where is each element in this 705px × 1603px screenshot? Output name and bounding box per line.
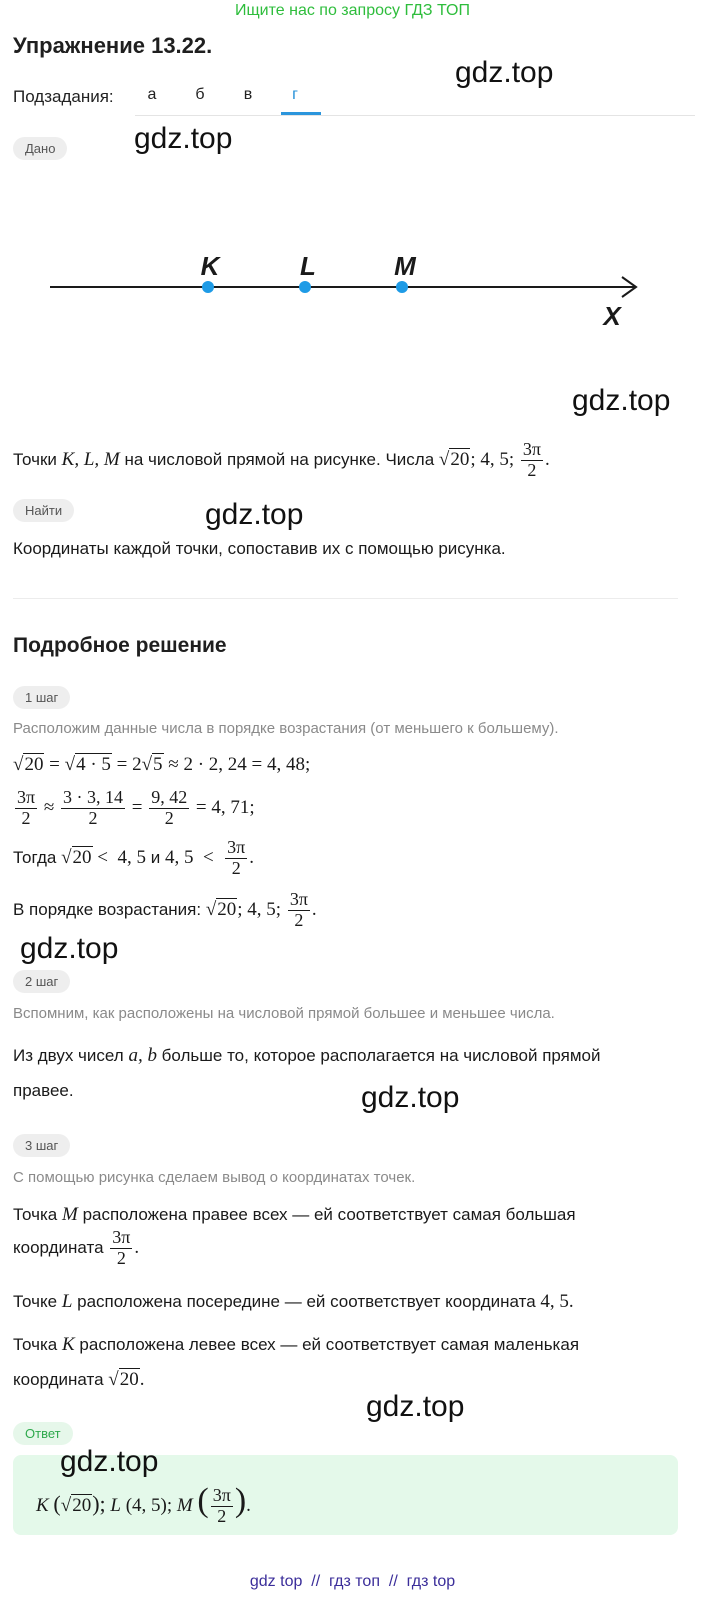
step-2-text: Из двух чисел a, b больше то, которое располагается на числовой прямой правее. — [13, 1045, 601, 1100]
subtask-tabs — [135, 78, 695, 116]
given-text-middle: на числовой прямой на рисунке. Числа — [124, 449, 435, 469]
given-text: Точки K, L, M на числовой прямой на рисунке. Числа √20; 4, 5; $\frac{3\pi}{2}$ . — [13, 439, 550, 480]
watermark: gdz.top — [205, 498, 304, 531]
step-3-point-k: Точка K расположена левее всех — ей соответствует самая маленькая — [13, 1334, 580, 1355]
step-1-line-3: Тогда √20 < 4, 5 и 4, 5 < $\frac{3\pi}{2}$ . — [13, 837, 254, 878]
watermark: gdz.top — [572, 384, 671, 417]
step-1-badge: 1 шаг — [13, 686, 70, 709]
number-line-figure — [40, 240, 650, 335]
fraction-3pi-2: $\frac{3\pi}{2}$ — [522, 439, 541, 480]
tab-v[interactable]: в — [243, 86, 253, 103]
step-3-hint: С помощью рисунка сделаем вывод о координатах точек. — [13, 1169, 416, 1186]
answer-text: K (√20); L (4, 5); M ( $\frac{3\pi}{2}$ ). — [36, 1482, 251, 1527]
step-3-point-m: Точка M расположена правее всех — ей соответствует самая большая — [13, 1204, 576, 1225]
given-text-prefix: Точки — [13, 449, 57, 469]
tab-g[interactable]: г — [292, 86, 298, 103]
answer-badge: Ответ — [13, 1422, 73, 1445]
step-1-line-2: $\frac{3\pi}{2}$ ≈ $\frac{3 \cdot 3, 14}{2}$ = $\frac{9, 42}{2}$ = 4, 71; — [17, 787, 255, 828]
active-tab-indicator — [281, 112, 321, 115]
step-2-badge: 2 шаг — [13, 970, 70, 993]
watermark: gdz.top — [60, 1445, 159, 1478]
section-divider — [13, 598, 678, 599]
axis-label: X — [603, 301, 621, 331]
point-k-label: K — [200, 251, 220, 281]
given-badge: Дано — [13, 137, 67, 160]
watermark: gdz.top — [455, 56, 554, 89]
sqrt-20: √20 — [438, 448, 470, 470]
step-3-point-l: Точке L расположена посередине — ей соответствует координата 4, 5. — [13, 1291, 574, 1312]
point-l-label: L — [300, 251, 316, 281]
watermark: gdz.top — [361, 1081, 460, 1114]
point-m — [396, 281, 408, 293]
tab-a[interactable]: а — [147, 86, 157, 103]
step-3-point-k-coord: координата √20. — [13, 1369, 145, 1390]
step-1-hint: Расположим данные числа в порядке возрастания (от меньшего к большему). — [13, 720, 559, 737]
tab-b[interactable]: б — [195, 86, 205, 103]
given-numbers: ; 4, 5; — [470, 448, 515, 470]
find-text: Координаты каждой точки, сопоставив их с помощью рисунка. — [13, 539, 506, 558]
point-k — [202, 281, 214, 293]
find-badge: Найти — [13, 499, 74, 522]
page-title: Упражнение 13.22. — [13, 33, 213, 58]
watermark: gdz.top — [20, 932, 119, 965]
step-2-hint: Вспомним, как расположены на числовой прямой большее и меньшее числа. — [13, 1005, 555, 1022]
subtasks-label: Подзадания: — [13, 87, 114, 106]
watermark: gdz.top — [366, 1390, 465, 1423]
watermark: gdz.top — [134, 122, 233, 155]
footer-links[interactable]: gdz top // гдз топ // гдз top — [249, 1573, 456, 1590]
step-3-point-m-coord: координата $\frac{3\pi}{2}$ . — [13, 1227, 140, 1268]
solution-title: Подробное решение — [13, 634, 227, 657]
point-l — [299, 281, 311, 293]
search-banner[interactable]: Ищите нас по запросу ГДЗ ТОП — [235, 2, 470, 19]
given-points: K, L, M — [61, 448, 120, 470]
step-1-line-1: √20 = √4 · 5 = 2√5 ≈ 2 · 2, 24 = 4, 48; — [13, 754, 311, 775]
point-m-label: M — [394, 251, 416, 281]
step-3-badge: 3 шаг — [13, 1134, 70, 1157]
step-1-line-4: В порядке возрастания: √20; 4, 5; $\frac{3\pi}{2}$ . — [13, 889, 317, 930]
